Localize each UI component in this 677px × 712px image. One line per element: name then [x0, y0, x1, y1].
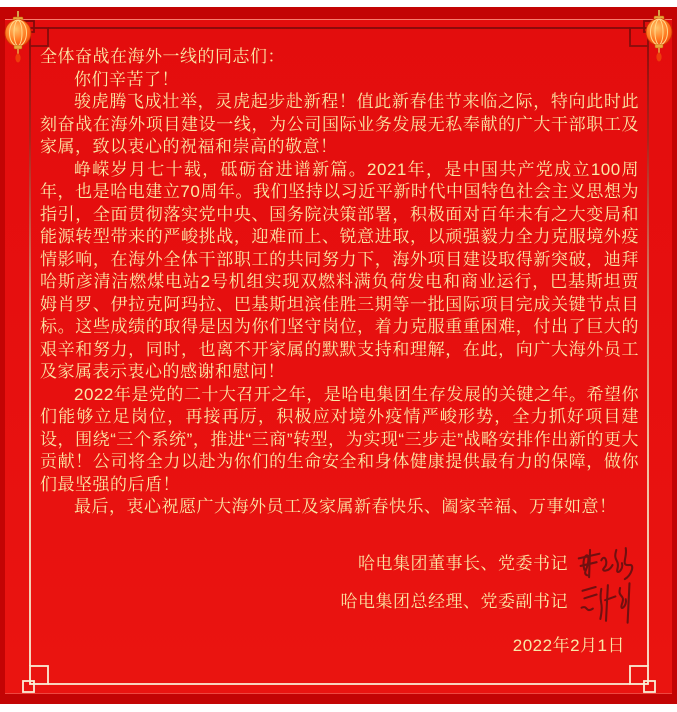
frame-corner-tl	[30, 28, 48, 46]
lantern-icon-right	[645, 10, 673, 62]
paragraph-greeting: 你们辛苦了！	[74, 69, 179, 89]
date-line: 2022年2月1日	[512, 635, 625, 655]
signer-title-general-manager: 哈电集团总经理、党委副书记	[340, 592, 568, 612]
signoff-block	[40, 553, 639, 658]
frame-corner-bl	[30, 666, 48, 684]
greeting-letter-poster	[0, 7, 677, 704]
lantern-icon-left	[4, 11, 32, 63]
signature-scribble-icon	[575, 579, 637, 627]
paragraph-2021-review: 峥嵘岁月七十载，砥砺奋进谱新篇。2021年，是中国共产党成立100周年，也是哈电建立70周年。我们坚持以习近平新时代中国特色社会主义思想为指引，全面贯彻落实党中央、国务院决策部署，积极面对百年未有之大变局和能源转型带来的严峻挑战，迎难而上、锐意进取，以顽强毅力全力克服境外疫情影响，在海外全体干部职工的共同努力下，海外项目建设取得新突破，迪拜哈斯彦清洁燃煤电站2号机组实现双燃料满负荷发电和商业运行，巴基斯坦贾姆肖罗、伊拉克阿玛拉、巴基斯坦滨佳胜三期等一批国际项目完成关键节点目标。这些成绩的取得是因为你们坚守岗位，着力克服重重困难，付出了巨大的艰辛和努力，同时，也离不开家属的默默支持和理解，在此，向广大海外员工及家属表示衷心的感谢和慰问！	[40, 159, 639, 381]
frame-corner-br	[630, 666, 648, 684]
letter-content	[40, 46, 639, 657]
paragraph-2022-outlook: 2022年是党的二十大召开之年，是哈电集团生存发展的关键之年。希望你们能够立足岗位，再接再厉，积极应对境外疫情严峻形势，全力抓好项目建设，围绕“三个系统”，推进“三商”转型，为实现“三步走”战略安排作出新的更大贡献！公司将全力以赴为你们的生命安全和身体健康提供最有力的保障，做你们最坚强的后盾！	[40, 384, 639, 494]
paragraph-newyear-wishes: 骏虎腾飞成壮举，灵虎起步赴新程！值此新春佳节来临之际，特向此时此刻奋战在海外项目建设一线，为公司国际业务发展无私奉献的广大干部职工及家属，致以衷心的祝福和崇高的敬意！	[40, 92, 639, 156]
letter-canvas	[5, 19, 672, 694]
paragraph-final-blessing: 最后，衷心祝愿广大海外员工及家属新春快乐、阖家幸福、万事如意！	[74, 497, 617, 516]
signoff-row-chairman	[40, 553, 639, 577]
signoff-row-general-manager	[40, 591, 639, 615]
signer-title-chairman: 哈电集团董事长、党委书记	[358, 554, 568, 574]
salutation: 全体奋战在海外一线的同志们：	[40, 47, 285, 66]
